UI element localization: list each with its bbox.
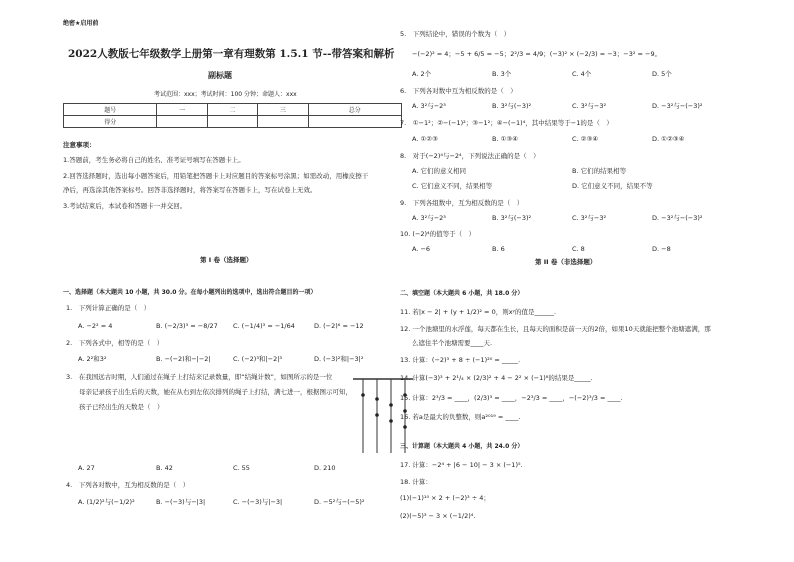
left-column xyxy=(60,0,405,562)
note-item: 1.答题前，考生务必将自己的姓名、准考证号填写在答题卡上。 xyxy=(63,156,245,164)
option: C. 它们意义不同，结果相等 xyxy=(412,182,493,190)
page-title: 2022人教版七年级数学上册第一章有理数第 1.5.1 节--带答案和解析 xyxy=(68,48,395,60)
option: C. −(−3)与|−3| xyxy=(233,498,283,506)
note-item: 3.考试结束后，本试卷和答题卡一并交回。 xyxy=(63,202,187,210)
option: D. (−2)⁶ = −12 xyxy=(314,322,364,330)
sub-question: (2)(−5)³ − 3 × (−1/2)⁴. xyxy=(400,512,476,520)
option: B. 它们的结果相等 xyxy=(572,167,627,175)
option: A. (1/2)²与(−1/2)² xyxy=(78,498,135,506)
question-stem: 16. 若a是最大的负整数，则a²⁰¹⁹ = ____. xyxy=(400,413,521,421)
score-table-row xyxy=(64,116,402,128)
option: D. −8 xyxy=(652,245,671,253)
option: D. −3²与−(−3)² xyxy=(652,102,703,110)
option: A. 2个 xyxy=(412,70,432,78)
score-table xyxy=(63,103,402,128)
option: C. ②③④ xyxy=(572,135,599,143)
note-item: 2.回答选择题时，选出每小题答案后，用铅笔把答题卡上对应题目的答案标号涂黑；如需改动，用橡皮擦干 xyxy=(63,172,369,180)
option: D. (−3)²和|−3|² xyxy=(314,355,364,363)
option: D. ①②③④ xyxy=(652,135,685,143)
question-stem: 5. 下列结论中，错误的个数为（ ） xyxy=(400,30,511,38)
option: C. 3²与−3² xyxy=(572,102,607,110)
score-cell xyxy=(157,116,207,128)
question-expression: −(−2)² = 4；−5 + 6/5 = −5；2²/3 = 4/9；(−3)² × (−2/3) = −3；−3² = −9。 xyxy=(412,50,662,58)
question-stem: 孩子已经出生的天数是（ ） xyxy=(66,403,164,411)
option: A. −2² = 4 xyxy=(78,322,113,330)
option: C. 8 xyxy=(572,245,585,253)
option: C. 55 xyxy=(233,464,250,472)
option: B. 3个 xyxy=(492,70,512,78)
question-stem: 4. 下列各对数中，互为相反数的是（ ） xyxy=(66,481,190,489)
option: C. (−2)³和|−2|³ xyxy=(233,355,282,363)
score-cell: 一 xyxy=(157,104,207,116)
question-stem: 14. 计算(−3)³ + 2¹/₄ × (2/3)² + 4 − 2² × (−1)⁸的结果是_____. xyxy=(400,374,593,382)
option: D. 5个 xyxy=(652,70,672,78)
question-stem: 2. 下列各式中，相等的是（ ） xyxy=(66,339,164,347)
score-cell xyxy=(258,116,308,128)
option: B. −(−3)与−|3| xyxy=(156,498,206,506)
section-three-heading: 三、计算题（本大题共 4 小题，共 24.0 分） xyxy=(400,443,524,450)
section-one-heading: 一、选择题（本大题共 10 小题，共 30.0 分。在每小题列出的选项中，选出符合题目的一项） xyxy=(63,289,317,296)
question-stem: 15. 计算：2³/3 = ____，(2/3)³ = ____，−2³/3 = ____，−(−2)³/3 = ____. xyxy=(400,394,623,402)
score-cell xyxy=(308,116,401,128)
option: B. ①③④ xyxy=(492,135,519,143)
option: A. 3²与−2³ xyxy=(412,102,446,110)
page-subtitle: 副标题 xyxy=(208,71,232,80)
question-stem: 10. (−2)⁴的值等于（ ） xyxy=(400,230,476,238)
option: D. −5²与−(−5)² xyxy=(314,498,365,506)
option: A. 3²与−2³ xyxy=(412,214,446,222)
score-cell: 二 xyxy=(207,104,257,116)
score-cell: 总分 xyxy=(308,104,401,116)
question-stem: 8. 对于(−2)⁴与−2⁴，下列说法正确的是（ ） xyxy=(400,152,540,160)
score-table-row xyxy=(64,104,402,116)
score-cell: 得分 xyxy=(64,116,157,128)
question-stem: 18. 计算： xyxy=(400,478,432,486)
question-stem: 1. 下列计算正确的是（ ） xyxy=(66,304,151,312)
question-stem: 9. 下列各组数中，互为相反数的是（ ） xyxy=(400,199,524,207)
option: A. 它们的意义相同 xyxy=(412,167,466,175)
question-stem: 17. 计算：−2⁴ + |6 − 10| − 3 × (−1)⁵. xyxy=(400,461,523,469)
question-stem: 么遮住半个池塘需要____天. xyxy=(412,339,493,347)
option: B. −(−2)和−|−2| xyxy=(156,355,211,363)
option: B. 3²与(−3)² xyxy=(492,214,532,222)
score-cell: 题号 xyxy=(64,104,157,116)
exam-info: 考试范围：xxx；考试时间：100 分钟；命题人：xxx xyxy=(154,91,297,98)
part-one-heading: 第 I 卷（选择题） xyxy=(200,256,253,264)
score-cell xyxy=(207,116,257,128)
score-cell: 三 xyxy=(258,104,308,116)
question-stem: 12. 一个池塘里的水浮莲，每天都在生长，且每天的面积是前一天的2倍，如果10天就能把整个池塘遮满，那 xyxy=(400,325,711,333)
question-stem: 母亲记录孩子出生后的天数，她在从右到左依次排列的绳子上打结，满七进一，根据图示可知， xyxy=(66,388,352,396)
question-stem: 3. 在我国远古时期，人们通过在绳子上打结来记录数量，即“结绳计数”，如图所示的是一位 xyxy=(66,373,333,381)
option: C. 4个 xyxy=(572,70,592,78)
note-item: 净后，再选涂其他答案标号。回答非选择题时，将答案写在答题卡上，写在试卷上无效。 xyxy=(63,186,317,194)
option: A. −6 xyxy=(412,245,431,253)
section-two-heading: 二、填空题（本大题共 6 小题，共 18.0 分） xyxy=(400,290,524,297)
sub-question: (1)(−1)¹⁰ × 2 + (−2)³ ÷ 4； xyxy=(400,494,490,502)
part-two-heading: 第 II 卷（非选择题） xyxy=(535,258,597,266)
notes-heading: 注意事项： xyxy=(63,141,96,149)
option: B. 6 xyxy=(492,245,505,253)
option: D. −3²与−(−3)² xyxy=(652,214,703,222)
option: B. (−2/3)³ = −8/27 xyxy=(156,322,218,330)
option: A. 27 xyxy=(78,464,95,472)
option: D. 210 xyxy=(314,464,336,472)
right-column xyxy=(392,0,744,562)
question-stem: 6. 下列各对数中互为相反数的是（ ） xyxy=(400,87,517,95)
option: C. 3²与−3² xyxy=(572,214,607,222)
option: D. 它们意义不同，结果不等 xyxy=(572,182,653,190)
option: C. (−1/4)³ = −1/64 xyxy=(233,322,295,330)
confidential-mark: 绝密★启用前 xyxy=(63,20,99,27)
question-stem: 7. ①−1²；②−(−1)²；③−1²；④−(−1)⁴，其中结果等于−1的是（ ） xyxy=(400,119,613,127)
question-stem: 11. 若|x − 2| + (y + 1/2)² = 0，则xʸ的值是______. xyxy=(400,308,557,316)
option: A. 2²和3² xyxy=(78,355,107,363)
option: B. 3²与(−3)² xyxy=(492,102,532,110)
option: B. 42 xyxy=(156,464,173,472)
question-stem: 13. 计算：(−2)³ + 8 ÷ (−1)²⁰ = _____. xyxy=(400,356,521,364)
option: A. ①②③ xyxy=(412,135,438,143)
